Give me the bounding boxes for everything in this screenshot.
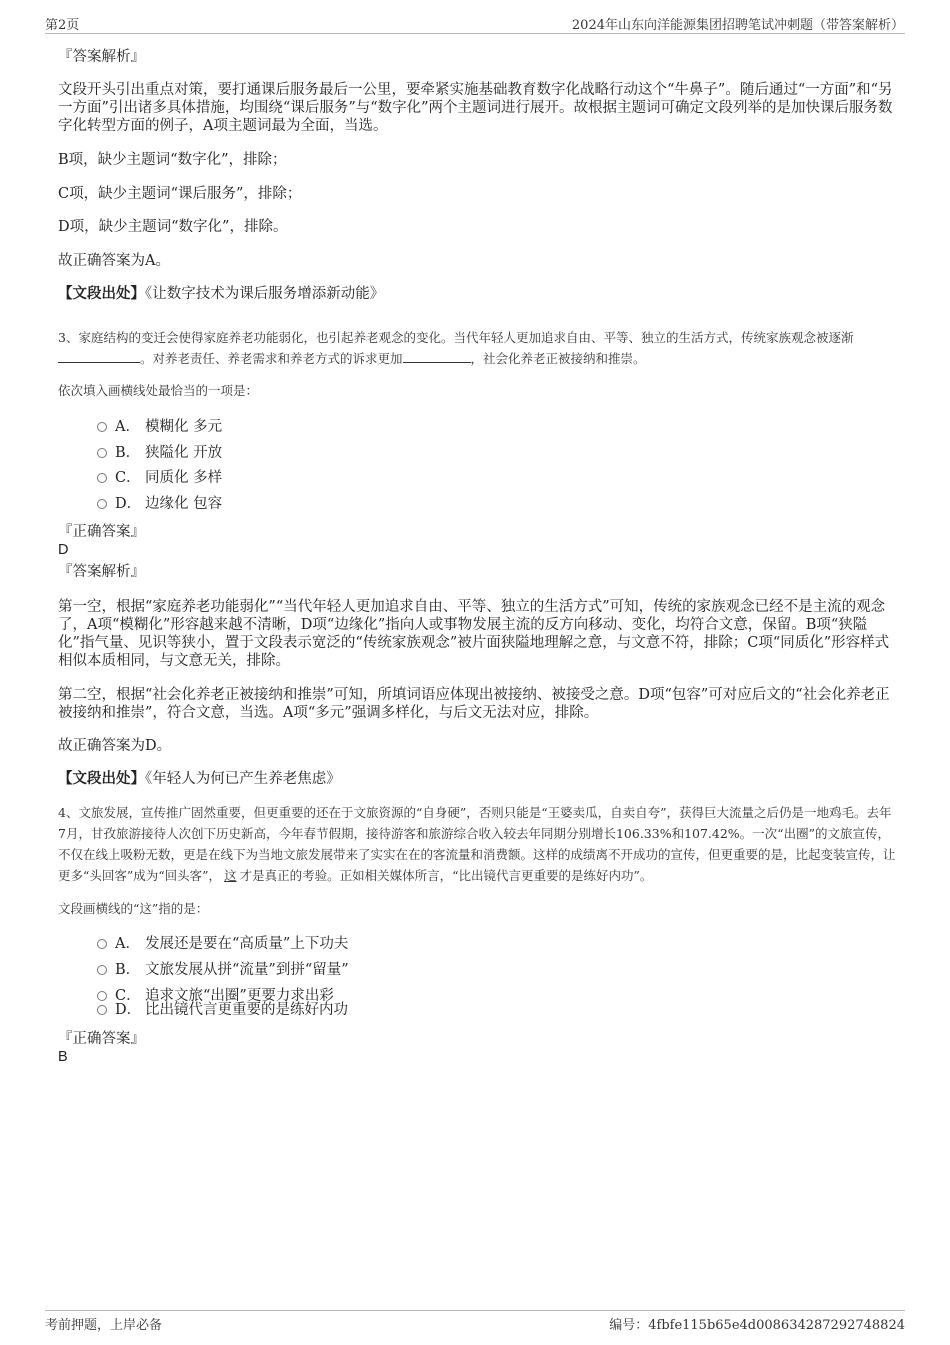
- q4-underlined-word: 这: [224, 868, 237, 883]
- source-title: 《让数字技术为课后服务增添新动能》: [145, 286, 385, 302]
- q4-text-part-a: 4、文旅发展，宣传推广固然重要，但更重要的还在于文旅资源的“自身硬”，否则只能是“王婆卖瓜，自卖自夸”，获得巨大流量之后仍是一地鸡毛。去年7月，甘孜旅游接待人次创下历史新高，今年春节假期，接待游客和旅游综合收入较去年同期分别增长106.33%和107.42%。一次“出圈”的文旅宣传，不仅在线上吸粉无数，更是在线下为当地文旅发展带来了实实在在的客流量和消费额。这样的成绩离不开成功的宣传，但更重要的是，比起变装宣传，让更多“头回客”成为“回头客”，: [58, 805, 896, 883]
- q4-correct-answer: B: [58, 1049, 68, 1065]
- q3-correct-answer: D: [58, 542, 69, 558]
- radio-button-icon[interactable]: [97, 499, 107, 509]
- q3-option-b[interactable]: [97, 444, 222, 462]
- header-divider: [45, 33, 905, 34]
- q3-option-d[interactable]: [97, 495, 222, 513]
- q3-text-part-a: 3、家庭结构的变迁会使得家庭养老功能弱化，也引起养老观念的变化。当代年轻人更加追求自由、平等、独立的生活方式，传统家族观念被逐渐: [58, 330, 854, 345]
- q2-analysis-option-d: D项，缺少主题词“数字化”，排除。: [58, 219, 288, 235]
- option-text: 边缘化 包容: [145, 496, 223, 512]
- option-letter: B．: [115, 445, 141, 461]
- option-letter: C．: [115, 470, 141, 486]
- radio-button-icon[interactable]: [97, 1005, 107, 1015]
- q2-analysis-label: 『答案解析』: [58, 49, 145, 65]
- q3-prompt: 依次填入画横线处最恰当的一项是：: [58, 383, 259, 398]
- q4-question-text: [58, 802, 898, 886]
- option-text: 比出镜代言更重要的是练好内功: [145, 1002, 348, 1018]
- q4-text-part-b: 才是真正的考验。正如相关媒体所言，“比出镜代言更重要的是练好内功”。: [239, 868, 653, 883]
- q3-option-c[interactable]: [97, 469, 222, 487]
- option-letter: B．: [115, 962, 141, 978]
- option-text: 狭隘化 开放: [145, 445, 223, 461]
- radio-button-icon[interactable]: [97, 991, 107, 1001]
- q3-analysis-paragraph-2: 第二空，根据“社会化养老正被接纳和推崇”可知，所填词语应体现出被接纳、被接受之意。D项“包容”可对应后文的“社会化养老正被接纳和推崇”，符合文意，当选。A项“多元”强调多样化，与后文无法对应，排除。: [58, 687, 890, 721]
- document-id: 编号：4fbfe115b65e4d008634287292748824: [609, 1318, 905, 1333]
- q4-prompt: 文段画横线的“这”指的是：: [58, 901, 209, 916]
- q2-correct-conclusion: 故正确答案为A。: [58, 253, 170, 269]
- option-text: 模糊化 多元: [145, 419, 223, 435]
- q3-blank-2: [403, 349, 471, 363]
- option-letter: D．: [115, 496, 142, 512]
- q3-option-a[interactable]: [97, 418, 222, 436]
- radio-button-icon[interactable]: [97, 939, 107, 949]
- q3-blank-1: [58, 349, 140, 363]
- page-number: 第2页: [45, 18, 80, 33]
- q3-source: [58, 770, 896, 788]
- q4-correct-label: 『正确答案』: [58, 1031, 145, 1047]
- q3-correct-conclusion: 故正确答案为D。: [58, 738, 172, 754]
- radio-button-icon[interactable]: [97, 473, 107, 483]
- q3-text-part-b: 。对养老责任、养老需求和养老方式的诉求更加: [140, 351, 403, 366]
- q4-option-d[interactable]: [97, 1001, 348, 1019]
- q3-correct-label: 『正确答案』: [58, 524, 145, 540]
- option-letter: C．: [115, 988, 141, 1004]
- source-label: 【文段出处】: [58, 285, 145, 302]
- document-title: 2024年山东向洋能源集团招聘笔试冲刺题（带答案解析）: [571, 18, 904, 33]
- q2-analysis-option-b: B项，缺少主题词“数字化”，排除；: [58, 152, 287, 168]
- footer-divider: [45, 1310, 905, 1311]
- option-text: 追求文旅“出圈”更要力求出彩: [145, 988, 334, 1004]
- option-text: 文旅发展从拼“流量”到拼“留量”: [145, 962, 349, 978]
- q2-analysis-paragraph: 文段开头引出重点对策，要打通课后服务最后一公里，要牵紧实施基础教育数字化战略行动这个“牛鼻子”。随后通过“一方面”和“另一方面”引出诸多具体措施，均围绕“课后服务”与“数字化”两个主题词进行展开。故根据主题词可确定文段列举的是加快课后服务数字化转型方面的例子，A项主题词最为全面，当选。: [58, 82, 893, 134]
- q3-text-part-c: ，社会化养老正被接纳和推崇。: [470, 351, 646, 366]
- q3-analysis-label: 『答案解析』: [58, 564, 145, 580]
- q3-analysis-paragraph-1: 第一空，根据“家庭养老功能弱化”“当代年轻人更加追求自由、平等、独立的生活方式”可知，传统的家族观念已经不是主流的观念了，A项“模糊化”形容越来越不清晰，D项“边缘化”指向人或事物发展主流的反方向移动、变化，均符合文意，保留。B项“狭隘化”指气量、见识等狭小，置于文段表示宽泛的“传统家族观念”被片面狭隘地理解之意，与文意不符，排除；C项“同质化”形容样式相似本质相同，与文意无关，排除。: [58, 599, 890, 669]
- radio-button-icon[interactable]: [97, 448, 107, 458]
- footer-slogan: 考前押题，上岸必备: [45, 1318, 163, 1333]
- option-letter: A．: [115, 936, 140, 952]
- q4-option-b[interactable]: [97, 961, 349, 979]
- option-letter: A．: [115, 419, 140, 435]
- option-text: 同质化 多样: [145, 470, 223, 486]
- q4-option-a[interactable]: [97, 935, 348, 953]
- source-title: 《年轻人为何已产生养老焦虑》: [145, 771, 341, 787]
- q2-source: [58, 285, 896, 303]
- q3-question-text: [58, 327, 898, 369]
- q2-analysis-option-c: C项，缺少主题词“课后服务”，排除；: [58, 186, 302, 202]
- radio-button-icon[interactable]: [97, 965, 107, 975]
- radio-button-icon[interactable]: [97, 422, 107, 432]
- option-letter: D．: [115, 1002, 142, 1018]
- option-text: 发展还是要在“高质量”上下功夫: [145, 936, 349, 952]
- source-label: 【文段出处】: [58, 770, 145, 787]
